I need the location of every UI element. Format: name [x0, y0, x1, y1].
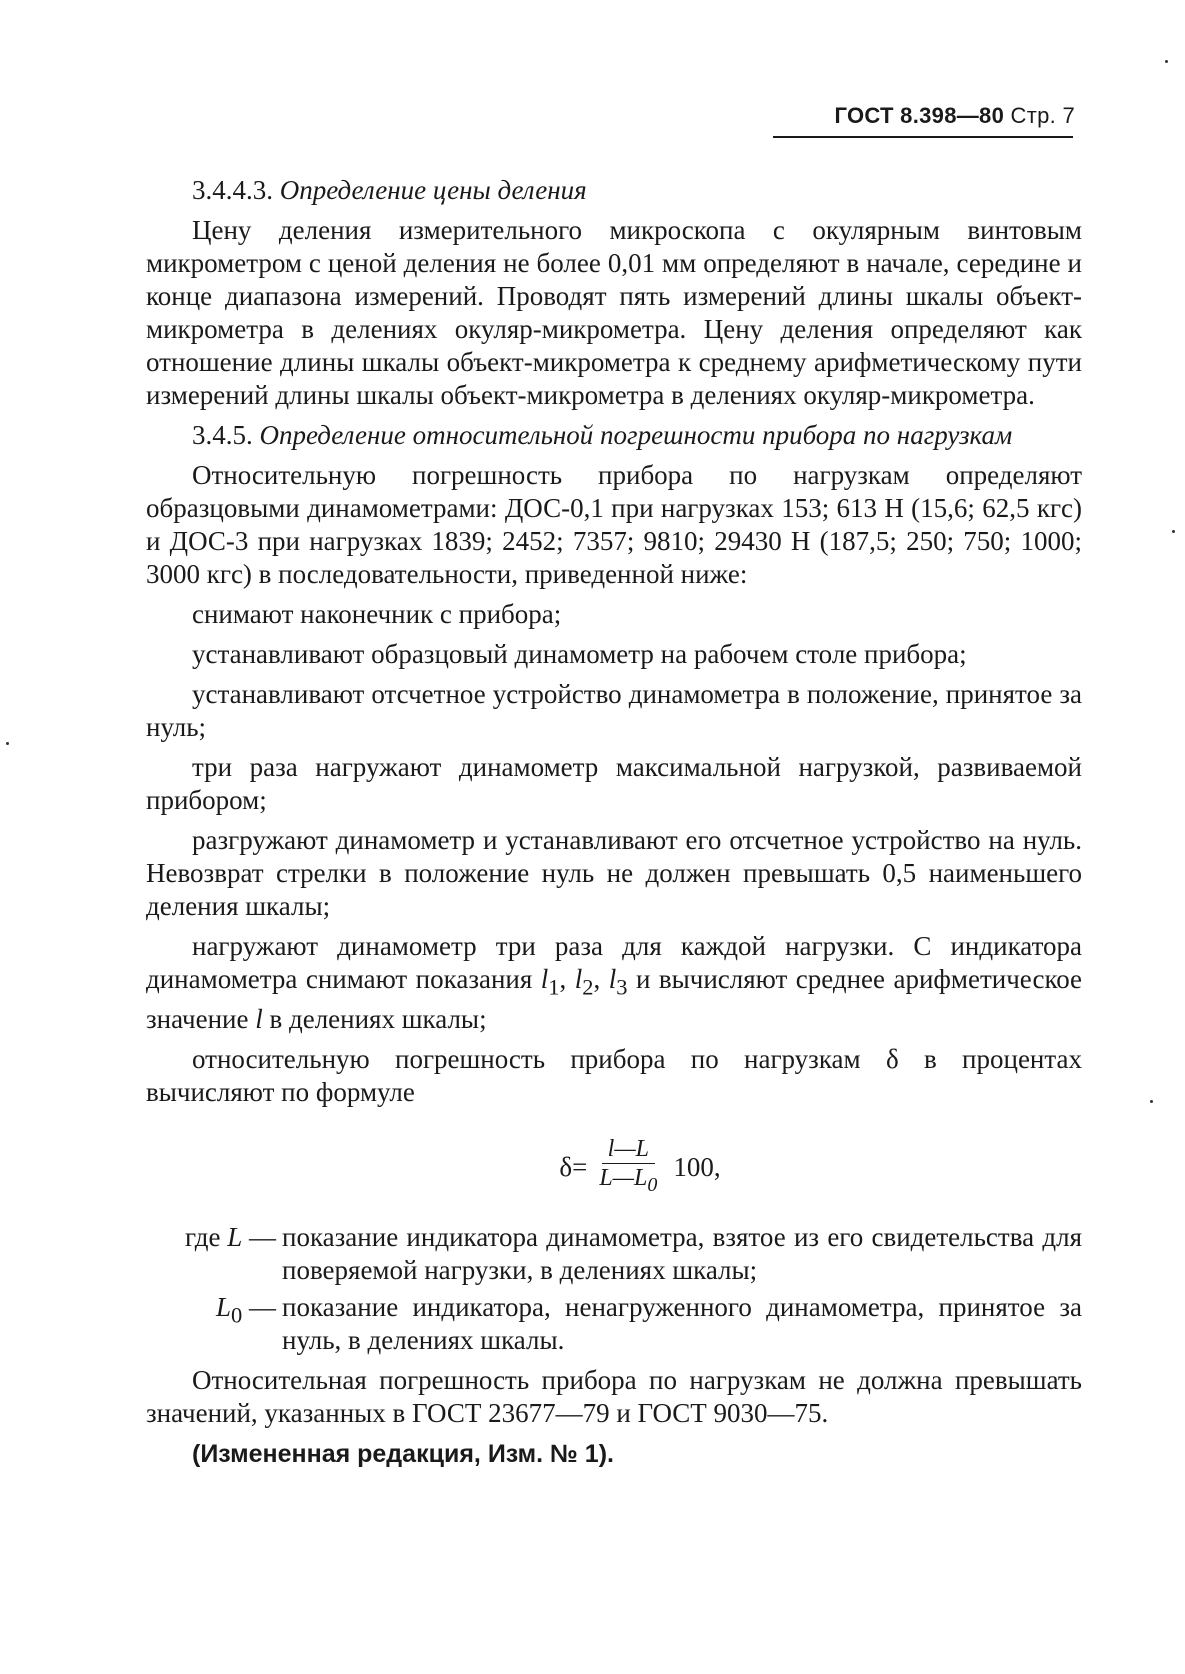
section-3443-heading: [146, 174, 1082, 207]
step-item: устанавливают отсчетное устройство динамометра в положение, принятое за нуль;: [146, 679, 1082, 742]
definition-item: [146, 1221, 1082, 1287]
header-rule: [773, 136, 1073, 138]
section-number: 3.4.5.: [192, 420, 253, 450]
step-item: относительную погрешность прибора по нагрузкам δ в процентах вычисляют по формуле: [146, 1044, 1082, 1108]
formula-fraction: [593, 1135, 663, 1199]
step-item: три раза нагружают динамометр максимальной нагрузкой, развиваемой прибором;: [146, 752, 1082, 815]
step-item: разгружают динамометр и устанавливают его отсчетное устройство на нуль. Невозврат стрелки в положение нуль не должен превышать 0,5 наименьшего деления шкалы;: [146, 825, 1082, 921]
page-header: [775, 103, 1075, 129]
section-number: 3.4.4.3.: [192, 175, 273, 205]
standard-number: ГОСТ 8.398—80: [834, 103, 1005, 128]
section-title: Определение относительной погрешности прибора по нагрузкам: [259, 420, 1013, 450]
section-3443-text: Цену деления измерительного микроскопа с окулярным винтовым микрометром с ценой деления не более 0,01 мм определяют в начале, середине и конце диапазона измерений. Проводят пять измерений длины шкалы объект-микрометра в делениях окуляр-микрометра. Цену деления определяют как отношение длины шкалы объект-микрометра к среднему арифметическому пути измерений длины шкалы объект-микрометра в делениях окуляр-микрометра.: [146, 215, 1082, 410]
definition-text: показание индикатора, ненагруженного динамометра, принятое за нуль, в делениях шкалы.: [282, 1292, 1082, 1356]
scan-speck: [1150, 1100, 1153, 1103]
formula-factor: 100,: [673, 1151, 721, 1182]
scan-speck: [1165, 60, 1168, 63]
section-345-intro: Относительную погрешность прибора по нагрузкам определяют образцовыми динамометрами: ДОС-0,1 при нагрузках 153; 613 Н (15,6; 62,5 кгс) и ДОС-3 при нагрузках 1839; 2452; 7357; 9810; 29430 Н (187,5; 250; 750; 1000; 3000 кгс) в последовательности, приведенной ниже:: [146, 460, 1082, 589]
revision-note: (Измененная редакция, Изм. № 1).: [192, 1440, 614, 1469]
definition-item: [146, 1291, 1082, 1357]
body-text: [146, 174, 1082, 1471]
definition-term: где L —: [185, 1222, 276, 1253]
page-number: Стр. 7: [1010, 103, 1075, 128]
step-item: снимают наконечник с прибора;: [192, 599, 562, 629]
formula-denominator: $L—L_0$: [599, 1165, 658, 1197]
formula-equals: =: [572, 1151, 588, 1182]
step-item: устанавливают образцовый динамометр на рабочем столе прибора;: [192, 639, 967, 669]
conclusion-paragraph: Относительная погрешность прибора по нагрузкам не должна превышать значений, указанных в ГОСТ 23677—79 и ГОСТ 9030—75.: [146, 1365, 1082, 1429]
formula: [146, 1135, 1082, 1199]
section-345-heading: [146, 419, 1082, 452]
formula-lhs: δ: [559, 1151, 573, 1182]
section-title: Определение цены деления: [279, 175, 587, 205]
formula-numerator: l—L: [602, 1135, 655, 1164]
step-item: нагружают динамометр три раза для каждой нагрузки. С индикатора динамометра снимают показания $l_1$, $l_2$, $l_3$ и вычисляют среднее арифметическое значение l в делениях шкалы;: [146, 931, 1083, 1035]
definition-term: $L_0$ —: [215, 1292, 276, 1328]
definition-text: показание индикатора динамометра, взятое из его свидетельства для поверяемой нагрузки, в делениях шкалы;: [282, 1222, 1082, 1286]
scan-speck: [1172, 530, 1175, 533]
scan-speck: [6, 742, 9, 745]
